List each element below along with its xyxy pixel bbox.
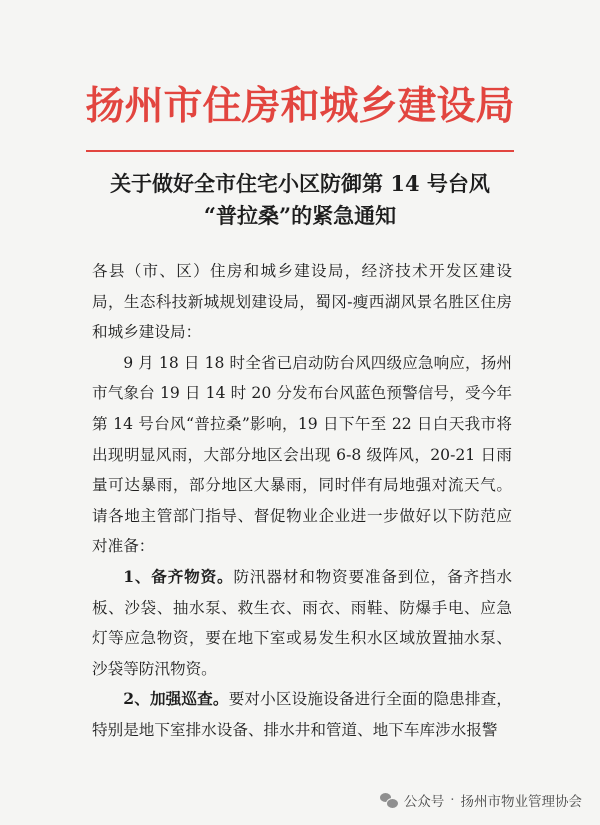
watermark-footer [380, 790, 582, 810]
footer-separator: · [450, 792, 455, 808]
footer-label: 公众号 [403, 794, 445, 810]
notice-title [0, 168, 600, 232]
item-2-text: 要对小区设施设备进行全面的隐患排查，特别是地下室排水设备、排水井和管道、地下车库涉水报警 [92, 690, 512, 739]
item-2-heading: 2、加强巡查。 [123, 689, 229, 709]
notice-title-line-2: “普拉桑”的紧急通知 [203, 203, 397, 228]
wechat-icon [380, 792, 398, 808]
paragraph-situation: 9 月 18 日 18 时全省已启动防台风四级应急响应，扬州市气象台 19 日 14 时 20 分发布台风蓝色预警信号，受今年第 14 号台风“普拉桑”影响，19 日下午至 22 日白天我市将出现明显风雨，大部分地区会出现 6-8 级阵风，20-21 日雨量可达暴雨，部分地区大暴雨，同时伴有局地强对流天气。请各地主管部门指导、督促物业企业进一步做好以下防范应对准备： [92, 353, 512, 556]
item-1-heading: 1、备齐物资。 [123, 566, 234, 586]
addressee: 各县（市、区）住房和城乡建设局，经济技术开发区建设局，生态科技新城规划建设局，蜀冈-瘦西湖风景名胜区住房和城乡建设局： [92, 262, 512, 342]
footer-account: 扬州市物业管理协会 [460, 794, 582, 810]
organization-header: 扬州市住房和城乡建设局 [85, 83, 515, 129]
red-divider-line [86, 150, 514, 152]
item-inspection [92, 684, 512, 745]
item-prepare-supplies [92, 562, 512, 684]
notice-title-line-1: 关于做好全市住宅小区防御第 14 号台风 [110, 171, 490, 196]
notice-body [92, 256, 512, 746]
item-1-text: 防汛器材和物资要准备到位，备齐挡水板、沙袋、抽水泵、救生衣、雨衣、雨鞋、防爆手电、应急灯等应急物资，要在地下室或易发生积水区域放置抽水泵、沙袋等防汛物资。 [92, 567, 512, 678]
